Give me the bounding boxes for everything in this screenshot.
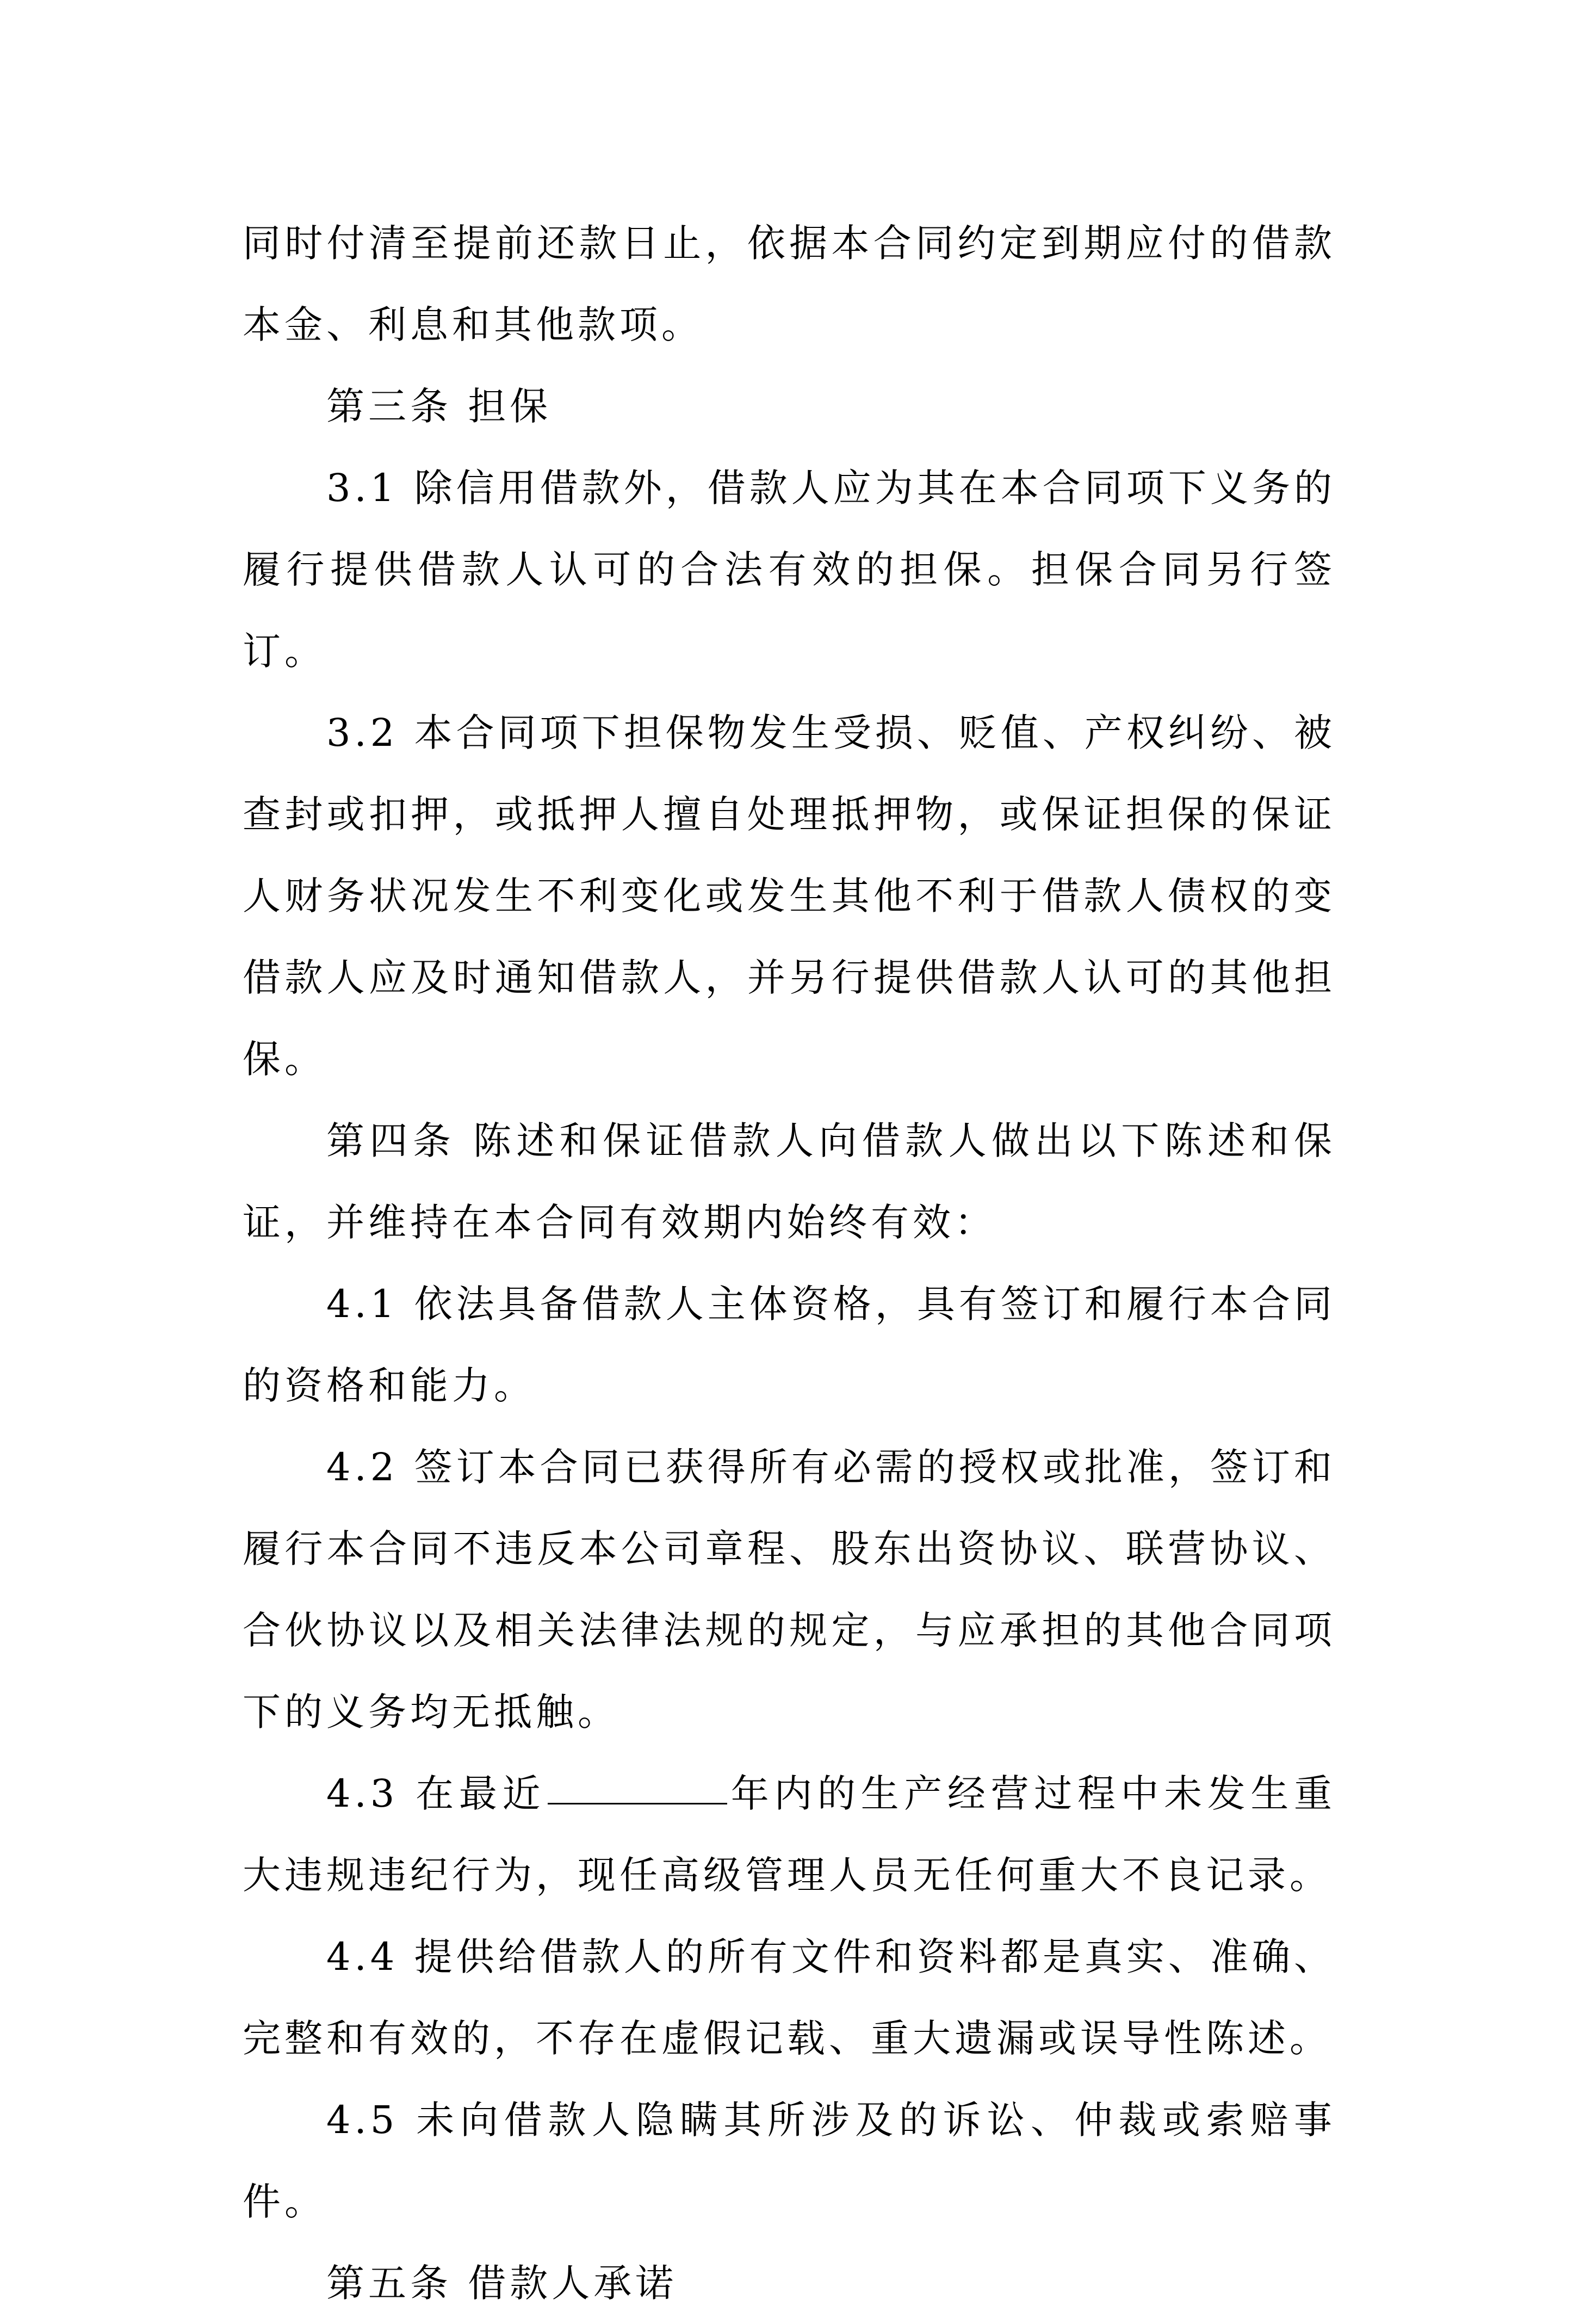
clause-4-1: 4.1 依法具备借款人主体资格，具有签订和履行本合同的资格和能力。 xyxy=(243,1282,1336,1408)
clause-4-5: 4.5 未向借款人隐瞒其所涉及的诉讼、仲裁或索赔事件。 xyxy=(243,2098,1336,2224)
fill-in-blank xyxy=(548,1798,727,1804)
article-three-heading: 第三条 担保 xyxy=(326,384,552,429)
clause-4-3-text-before: 4.3 在最近 xyxy=(326,1771,546,1816)
clause-4-4: 4.4 提供给借款人的所有文件和资料都是真实、准确、完整和有效的，不存在虚假记载、重大遗漏或误导性陈述。 xyxy=(243,1934,1336,2061)
clause-4-3 xyxy=(243,1753,1336,1916)
clause-3-2: 3.2 本合同项下担保物发生受损、贬值、产权纠纷、被查封或扣押，或抵押人擅自处理抵押物，或保证担保的保证人财务状况发生不利变化或发生其他不利于借款人债权的变借款人应及时通知借款人，并另行提供借款人认可的其他担保。 xyxy=(243,710,1336,1081)
clause-4-2: 4.2 签订本合同已获得所有必需的授权或批准，签订和履行本合同不违反本公司章程、股东出资协议、联营协议、合伙协议以及相关法律法规的规定，与应承担的其他合同项下的义务均无抵触。 xyxy=(243,1445,1336,1734)
article-five-heading: 第五条 借款人承诺 xyxy=(326,2261,678,2306)
clause-4-3-text-after: 年内的生产经营过程中未发生重大违规违纪行为，现任高级管理人员无任何重大不良记录。 xyxy=(243,1771,1336,1897)
article-four-heading: 第四条 陈述和保证借款人向借款人做出以下陈述和保证，并维持在本合同有效期内始终有效： xyxy=(243,1118,1336,1245)
clause-3-1: 3.1 除信用借款外，借款人应为其在本合同项下义务的履行提供借款人认可的合法有效的担保。担保合同另行签订。 xyxy=(243,466,1336,673)
paragraph-continuation: 同时付清至提前还款日止，依据本合同约定到期应付的借款本金、利息和其他款项。 xyxy=(243,221,1336,347)
document-body xyxy=(243,202,1336,2324)
